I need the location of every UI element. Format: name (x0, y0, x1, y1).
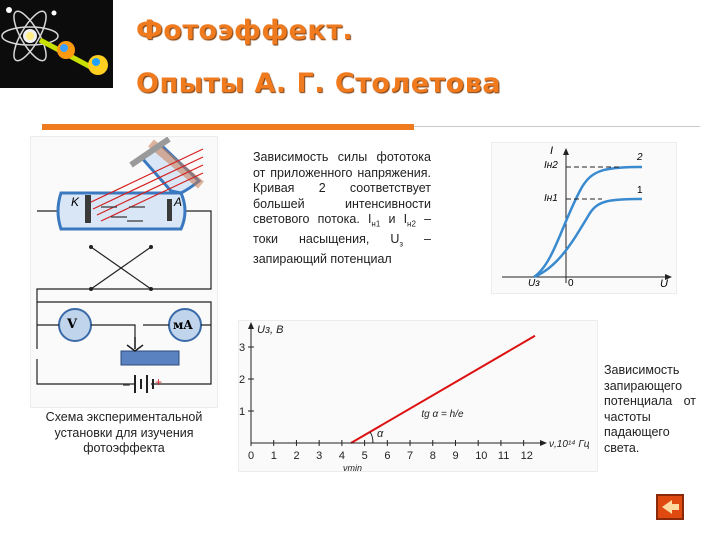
plus-label: + (155, 375, 163, 389)
x-axis-label: U (660, 278, 668, 290)
x-tick-label: 9 (452, 450, 459, 462)
in1-label: Iн1 (544, 193, 558, 204)
formula-label: tg α = h/e (421, 409, 464, 420)
atom-logo (0, 0, 113, 88)
angle-arc (370, 432, 373, 443)
back-arrow-icon (658, 496, 682, 518)
y-axis-title: Uз, В (257, 324, 284, 336)
x-tick-label: 0 (248, 450, 255, 462)
y-tick-label: 3 (239, 342, 246, 354)
x-tick-label: 11 (497, 450, 510, 462)
uz-label: Uз (528, 278, 540, 289)
y-tick-label: 2 (239, 374, 246, 386)
y-axis-label: I (550, 145, 554, 157)
current-voltage-description: Зависимость силы фототока от приложенного напряжения. Кривая 2 соответствует большей интенсивности светового потока. $I_{н1}$ и $I_{н2}$ – токи насыщения, $U_з$ – запирающий потенциал (253, 150, 432, 266)
x-tick-label: 2 (293, 450, 300, 462)
x-tick-label: 5 (361, 450, 368, 462)
zero-label: 0 (568, 278, 574, 289)
x-tick-label: 3 (316, 450, 323, 462)
setup-caption: Схема экспериментальной установки для изучения фотоэффекта (45, 410, 203, 455)
cathode-label: K (71, 195, 80, 209)
frequency-description: Зависимость запирающего потенциала от частоты падающего света. (604, 363, 696, 455)
accent-line (42, 124, 414, 130)
y-tick-label: 1 (239, 406, 246, 418)
x-axis-title: ν,10¹⁴ Гц (549, 439, 590, 450)
current-voltage-chart (491, 142, 677, 294)
x-arrow (540, 440, 547, 446)
threshold-label: νmin (342, 463, 362, 471)
series-line (351, 336, 535, 443)
slide-subtitle: Опыты А. Г. Столетова (136, 68, 502, 99)
back-button[interactable] (656, 494, 684, 520)
angle-label: α (376, 428, 384, 440)
x-tick-label: 1 (270, 450, 277, 462)
minus-label: – (123, 377, 130, 391)
voltmeter-label: V (67, 317, 78, 332)
ammeter-label: мA (173, 318, 193, 332)
anode-label: A (174, 195, 183, 209)
curve2-label: 2 (637, 152, 643, 163)
x-tick-label: 7 (407, 450, 414, 462)
y-arrow (248, 322, 254, 329)
divider-line (414, 126, 700, 127)
slide-title: Фотоэффект. (136, 15, 354, 46)
x-tick-label: 10 (475, 450, 488, 462)
x-tick-label: 12 (520, 450, 533, 462)
stopping-potential-chart (238, 320, 598, 472)
in2-label: Iн2 (544, 160, 558, 171)
x-tick-label: 4 (338, 450, 346, 462)
x-tick-label: 8 (429, 450, 436, 462)
curve1-label: 1 (637, 185, 643, 196)
x-tick-label: 6 (384, 450, 391, 462)
setup-diagram (30, 136, 218, 408)
